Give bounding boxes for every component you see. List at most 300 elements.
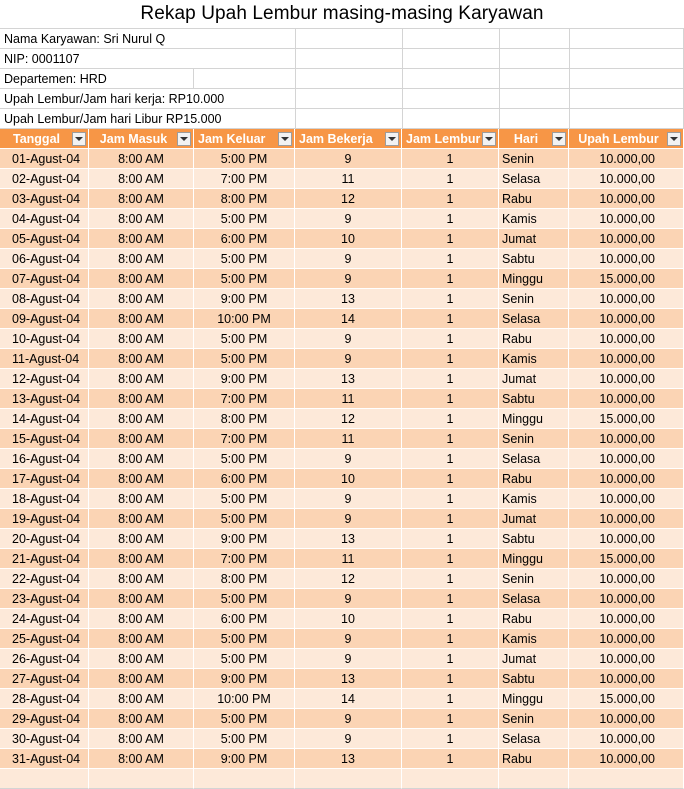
jam-masuk-cell[interactable]: 8:00 AM bbox=[89, 629, 194, 649]
upah-lembur-cell[interactable]: 10.000,00 bbox=[569, 609, 684, 629]
jam-lembur-cell[interactable]: 1 bbox=[402, 189, 499, 209]
empty-cell[interactable] bbox=[570, 69, 684, 89]
jam-keluar-cell[interactable]: 9:00 PM bbox=[194, 669, 295, 689]
hari-cell[interactable]: Sabtu bbox=[499, 669, 569, 689]
empty-cell[interactable] bbox=[296, 69, 403, 89]
upah-lembur-cell[interactable]: 10.000,00 bbox=[569, 229, 684, 249]
empty-cell[interactable] bbox=[296, 109, 403, 129]
tanggal-cell[interactable]: 20-Agust-04 bbox=[0, 529, 89, 549]
jam-lembur-cell[interactable]: 1 bbox=[402, 569, 499, 589]
table-row bbox=[0, 349, 684, 369]
jam-keluar-cell[interactable]: 7:00 PM bbox=[194, 549, 295, 569]
jam-lembur-cell[interactable]: 1 bbox=[402, 209, 499, 229]
upah-lembur-cell[interactable]: 10.000,00 bbox=[569, 749, 684, 769]
tanggal-cell[interactable]: 11-Agust-04 bbox=[0, 349, 89, 369]
jam-bekerja-cell[interactable]: 11 bbox=[295, 549, 402, 569]
tanggal-cell[interactable]: 19-Agust-04 bbox=[0, 509, 89, 529]
empty-cell[interactable] bbox=[403, 49, 500, 69]
jam-bekerja-cell[interactable]: 14 bbox=[295, 309, 402, 329]
jam-lembur-cell[interactable]: 1 bbox=[402, 329, 499, 349]
header-label: Jam Lembur bbox=[406, 132, 481, 146]
jam-masuk-cell[interactable]: 8:00 AM bbox=[89, 329, 194, 349]
jam-keluar-cell[interactable]: 10:00 PM bbox=[194, 309, 295, 329]
jam-bekerja-cell[interactable]: 9 bbox=[295, 269, 402, 289]
empty-cell[interactable] bbox=[296, 49, 403, 69]
jam-masuk-cell[interactable]: 8:00 AM bbox=[89, 309, 194, 329]
hari-cell[interactable]: Senin bbox=[499, 149, 569, 169]
jam-masuk-cell[interactable]: 8:00 AM bbox=[89, 529, 194, 549]
tanggal-cell[interactable]: 22-Agust-04 bbox=[0, 569, 89, 589]
jam-bekerja-cell[interactable]: 13 bbox=[295, 369, 402, 389]
table-row bbox=[0, 569, 684, 589]
table-row bbox=[0, 429, 684, 449]
tanggal-cell[interactable]: 26-Agust-04 bbox=[0, 649, 89, 669]
hari-cell[interactable]: Kamis bbox=[499, 489, 569, 509]
jam-masuk-cell[interactable]: 8:00 AM bbox=[89, 229, 194, 249]
jam-keluar-cell[interactable]: 8:00 PM bbox=[194, 569, 295, 589]
table-row bbox=[0, 749, 684, 769]
jam-masuk-cell[interactable]: 8:00 AM bbox=[89, 389, 194, 409]
jam-masuk-cell[interactable]: 8:00 AM bbox=[89, 709, 194, 729]
jam-masuk-cell[interactable]: 8:00 AM bbox=[89, 669, 194, 689]
tanggal-cell[interactable]: 02-Agust-04 bbox=[0, 169, 89, 189]
upah-lembur-cell[interactable]: 10.000,00 bbox=[569, 629, 684, 649]
hari-cell[interactable]: Jumat bbox=[499, 369, 569, 389]
tanggal-cell[interactable]: 14-Agust-04 bbox=[0, 409, 89, 429]
hari-cell[interactable]: Selasa bbox=[499, 309, 569, 329]
tanggal-cell[interactable]: 25-Agust-04 bbox=[0, 629, 89, 649]
jam-bekerja-cell[interactable]: 9 bbox=[295, 349, 402, 369]
tanggal-cell[interactable]: 07-Agust-04 bbox=[0, 269, 89, 289]
tanggal-cell[interactable]: 05-Agust-04 bbox=[0, 229, 89, 249]
jam-keluar-cell[interactable]: 5:00 PM bbox=[194, 329, 295, 349]
hari-cell[interactable]: Rabu bbox=[499, 749, 569, 769]
jam-lembur-cell[interactable]: 1 bbox=[402, 269, 499, 289]
empty-cell[interactable] bbox=[570, 109, 684, 129]
hari-cell[interactable]: Rabu bbox=[499, 609, 569, 629]
jam-bekerja-cell[interactable]: 11 bbox=[295, 389, 402, 409]
header-tanggal[interactable] bbox=[0, 129, 89, 149]
jam-bekerja-cell[interactable]: 9 bbox=[295, 489, 402, 509]
jam-masuk-cell[interactable]: 8:00 AM bbox=[89, 449, 194, 469]
jam-keluar-cell[interactable]: 5:00 PM bbox=[194, 249, 295, 269]
jam-lembur-cell[interactable]: 1 bbox=[402, 389, 499, 409]
upah-lembur-cell[interactable]: 10.000,00 bbox=[569, 489, 684, 509]
jam-keluar-cell[interactable]: 5:00 PM bbox=[194, 729, 295, 749]
jam-bekerja-cell[interactable]: 9 bbox=[295, 249, 402, 269]
header-label: Hari bbox=[513, 132, 539, 146]
tanggal-cell[interactable]: 15-Agust-04 bbox=[0, 429, 89, 449]
jam-masuk-cell[interactable]: 8:00 AM bbox=[89, 489, 194, 509]
hari-cell[interactable]: Selasa bbox=[499, 169, 569, 189]
jam-bekerja-cell[interactable]: 13 bbox=[295, 289, 402, 309]
hari-cell[interactable]: Kamis bbox=[499, 209, 569, 229]
empty-cell[interactable] bbox=[296, 29, 403, 49]
table-row bbox=[0, 449, 684, 469]
table-row bbox=[0, 269, 684, 289]
jam-bekerja-cell[interactable]: 9 bbox=[295, 629, 402, 649]
jam-keluar-cell[interactable]: 7:00 PM bbox=[194, 429, 295, 449]
tanggal-cell[interactable]: 18-Agust-04 bbox=[0, 489, 89, 509]
hari-cell[interactable]: Senin bbox=[499, 429, 569, 449]
empty-cell[interactable] bbox=[403, 89, 500, 109]
header-label: Tanggal bbox=[13, 132, 60, 146]
empty-cell[interactable] bbox=[89, 769, 194, 789]
dropdown-arrow-icon[interactable] bbox=[278, 132, 292, 146]
table-row bbox=[0, 689, 684, 709]
title-row[interactable] bbox=[0, 0, 684, 29]
empty-cell[interactable] bbox=[296, 89, 403, 109]
jam-lembur-cell[interactable]: 1 bbox=[402, 729, 499, 749]
empty-cell[interactable] bbox=[570, 29, 684, 49]
tanggal-cell[interactable]: 21-Agust-04 bbox=[0, 549, 89, 569]
jam-keluar-cell[interactable]: 9:00 PM bbox=[194, 749, 295, 769]
dropdown-arrow-icon[interactable] bbox=[482, 132, 496, 146]
jam-keluar-cell[interactable]: 6:00 PM bbox=[194, 469, 295, 489]
empty-cell[interactable] bbox=[500, 109, 570, 129]
hari-cell[interactable]: Senin bbox=[499, 569, 569, 589]
dropdown-arrow-icon[interactable] bbox=[667, 132, 681, 146]
hari-cell[interactable]: Rabu bbox=[499, 329, 569, 349]
jam-masuk-cell[interactable]: 8:00 AM bbox=[89, 649, 194, 669]
tanggal-cell[interactable]: 01-Agust-04 bbox=[0, 149, 89, 169]
jam-masuk-cell[interactable]: 8:00 AM bbox=[89, 369, 194, 389]
jam-keluar-cell[interactable]: 5:00 PM bbox=[194, 209, 295, 229]
tanggal-cell[interactable]: 16-Agust-04 bbox=[0, 449, 89, 469]
jam-bekerja-cell[interactable]: 13 bbox=[295, 669, 402, 689]
hari-cell[interactable]: Rabu bbox=[499, 189, 569, 209]
header-upah-lembur[interactable] bbox=[569, 129, 684, 149]
table-row bbox=[0, 229, 684, 249]
hari-cell[interactable]: Minggu bbox=[499, 269, 569, 289]
header-jam-bekerja[interactable] bbox=[295, 129, 402, 149]
table-header-row bbox=[0, 129, 684, 149]
empty-cell[interactable] bbox=[569, 769, 684, 789]
table-row bbox=[0, 529, 684, 549]
jam-bekerja-cell[interactable]: 10 bbox=[295, 609, 402, 629]
jam-keluar-cell[interactable]: 9:00 PM bbox=[194, 529, 295, 549]
upah-lembur-cell[interactable]: 10.000,00 bbox=[569, 249, 684, 269]
upah-lembur-cell[interactable]: 10.000,00 bbox=[569, 729, 684, 749]
tanggal-cell[interactable]: 17-Agust-04 bbox=[0, 469, 89, 489]
tanggal-cell[interactable]: 04-Agust-04 bbox=[0, 209, 89, 229]
jam-bekerja-cell[interactable]: 12 bbox=[295, 409, 402, 429]
jam-keluar-cell[interactable]: 6:00 PM bbox=[194, 609, 295, 629]
jam-lembur-cell[interactable]: 1 bbox=[402, 609, 499, 629]
jam-bekerja-cell[interactable]: 10 bbox=[295, 469, 402, 489]
hari-cell[interactable]: Selasa bbox=[499, 589, 569, 609]
jam-lembur-cell[interactable]: 1 bbox=[402, 489, 499, 509]
jam-lembur-cell[interactable]: 1 bbox=[402, 469, 499, 489]
jam-masuk-cell[interactable]: 8:00 AM bbox=[89, 269, 194, 289]
jam-bekerja-cell[interactable]: 9 bbox=[295, 649, 402, 669]
upah-lembur-cell[interactable]: 10.000,00 bbox=[569, 369, 684, 389]
jam-bekerja-cell[interactable]: 12 bbox=[295, 569, 402, 589]
jam-masuk-cell[interactable]: 8:00 AM bbox=[89, 189, 194, 209]
jam-keluar-cell[interactable]: 5:00 PM bbox=[194, 269, 295, 289]
empty-cell[interactable] bbox=[500, 89, 570, 109]
jam-bekerja-cell[interactable]: 14 bbox=[295, 689, 402, 709]
table-row bbox=[0, 609, 684, 629]
jam-masuk-cell[interactable]: 8:00 AM bbox=[89, 429, 194, 449]
jam-keluar-cell[interactable]: 5:00 PM bbox=[194, 349, 295, 369]
empty-cell[interactable] bbox=[403, 69, 500, 89]
hari-cell[interactable]: Selasa bbox=[499, 729, 569, 749]
employee-nip-cell[interactable]: NIP: 0001107 bbox=[0, 49, 296, 69]
jam-bekerja-cell[interactable]: 9 bbox=[295, 589, 402, 609]
empty-cell[interactable] bbox=[500, 69, 570, 89]
jam-lembur-cell[interactable]: 1 bbox=[402, 429, 499, 449]
hari-cell[interactable]: Senin bbox=[499, 289, 569, 309]
upah-lembur-cell[interactable]: 10.000,00 bbox=[569, 169, 684, 189]
jam-lembur-cell[interactable]: 1 bbox=[402, 689, 499, 709]
table-row bbox=[0, 289, 684, 309]
employee-department-cell[interactable]: Departemen: HRD bbox=[0, 69, 194, 89]
jam-masuk-cell[interactable]: 8:00 AM bbox=[89, 689, 194, 709]
tanggal-cell[interactable]: 23-Agust-04 bbox=[0, 589, 89, 609]
empty-cell[interactable] bbox=[295, 769, 402, 789]
upah-lembur-cell[interactable]: 10.000,00 bbox=[569, 309, 684, 329]
info-row-nip bbox=[0, 49, 684, 69]
header-label: Jam Bekerja bbox=[299, 132, 373, 146]
jam-masuk-cell[interactable]: 8:00 AM bbox=[89, 749, 194, 769]
table-row bbox=[0, 589, 684, 609]
empty-cell[interactable] bbox=[403, 109, 500, 129]
hari-cell[interactable]: Rabu bbox=[499, 469, 569, 489]
jam-lembur-cell[interactable]: 1 bbox=[402, 229, 499, 249]
dropdown-arrow-icon[interactable] bbox=[72, 132, 86, 146]
tanggal-cell[interactable]: 03-Agust-04 bbox=[0, 189, 89, 209]
jam-masuk-cell[interactable]: 8:00 AM bbox=[89, 169, 194, 189]
upah-lembur-cell[interactable]: 10.000,00 bbox=[569, 349, 684, 369]
tanggal-cell[interactable]: 09-Agust-04 bbox=[0, 309, 89, 329]
jam-lembur-cell[interactable]: 1 bbox=[402, 149, 499, 169]
upah-lembur-cell[interactable]: 10.000,00 bbox=[569, 469, 684, 489]
table-row bbox=[0, 409, 684, 429]
jam-masuk-cell[interactable]: 8:00 AM bbox=[89, 409, 194, 429]
jam-lembur-cell[interactable]: 1 bbox=[402, 589, 499, 609]
upah-lembur-cell[interactable]: 10.000,00 bbox=[569, 289, 684, 309]
upah-lembur-cell[interactable]: 15.000,00 bbox=[569, 269, 684, 289]
jam-keluar-cell[interactable]: 8:00 PM bbox=[194, 189, 295, 209]
jam-keluar-cell[interactable]: 9:00 PM bbox=[194, 289, 295, 309]
jam-masuk-cell[interactable]: 8:00 AM bbox=[89, 589, 194, 609]
table-row bbox=[0, 669, 684, 689]
table-row bbox=[0, 149, 684, 169]
upah-lembur-cell[interactable]: 10.000,00 bbox=[569, 389, 684, 409]
jam-keluar-cell[interactable]: 5:00 PM bbox=[194, 489, 295, 509]
jam-bekerja-cell[interactable]: 9 bbox=[295, 729, 402, 749]
sheet-title: Rekap Upah Lembur masing-masing Karyawan bbox=[140, 3, 544, 24]
jam-lembur-cell[interactable]: 1 bbox=[402, 369, 499, 389]
jam-bekerja-cell[interactable]: 11 bbox=[295, 169, 402, 189]
jam-bekerja-cell[interactable]: 9 bbox=[295, 149, 402, 169]
empty-cell[interactable] bbox=[194, 769, 295, 789]
table-row bbox=[0, 729, 684, 749]
empty-cell[interactable] bbox=[500, 29, 570, 49]
table-row bbox=[0, 209, 684, 229]
jam-bekerja-cell[interactable]: 9 bbox=[295, 329, 402, 349]
jam-lembur-cell[interactable]: 1 bbox=[402, 349, 499, 369]
upah-lembur-cell[interactable]: 10.000,00 bbox=[569, 529, 684, 549]
header-label: Jam Masuk bbox=[99, 132, 168, 146]
upah-lembur-cell[interactable]: 10.000,00 bbox=[569, 569, 684, 589]
upah-lembur-cell[interactable]: 10.000,00 bbox=[569, 589, 684, 609]
table-row bbox=[0, 169, 684, 189]
jam-keluar-cell[interactable]: 8:00 PM bbox=[194, 409, 295, 429]
upah-lembur-cell[interactable]: 15.000,00 bbox=[569, 549, 684, 569]
jam-keluar-cell[interactable]: 6:00 PM bbox=[194, 229, 295, 249]
upah-lembur-cell[interactable]: 10.000,00 bbox=[569, 149, 684, 169]
jam-lembur-cell[interactable]: 1 bbox=[402, 409, 499, 429]
upah-lembur-cell[interactable]: 15.000,00 bbox=[569, 689, 684, 709]
upah-lembur-cell[interactable]: 10.000,00 bbox=[569, 429, 684, 449]
tanggal-cell[interactable]: 10-Agust-04 bbox=[0, 329, 89, 349]
tanggal-cell[interactable]: 30-Agust-04 bbox=[0, 729, 89, 749]
jam-lembur-cell[interactable]: 1 bbox=[402, 509, 499, 529]
table-row bbox=[0, 309, 684, 329]
header-jam-masuk[interactable] bbox=[89, 129, 194, 149]
jam-masuk-cell[interactable]: 8:00 AM bbox=[89, 509, 194, 529]
hari-cell[interactable]: Kamis bbox=[499, 629, 569, 649]
empty-cell[interactable] bbox=[570, 49, 684, 69]
jam-keluar-cell[interactable]: 5:00 PM bbox=[194, 589, 295, 609]
upah-lembur-cell[interactable]: 15.000,00 bbox=[569, 409, 684, 429]
jam-masuk-cell[interactable]: 8:00 AM bbox=[89, 149, 194, 169]
dropdown-arrow-icon[interactable] bbox=[385, 132, 399, 146]
table-row bbox=[0, 629, 684, 649]
empty-cell[interactable] bbox=[403, 29, 500, 49]
upah-lembur-cell[interactable]: 10.000,00 bbox=[569, 189, 684, 209]
jam-keluar-cell[interactable]: 5:00 PM bbox=[194, 449, 295, 469]
jam-bekerja-cell[interactable]: 9 bbox=[295, 709, 402, 729]
jam-lembur-cell[interactable]: 1 bbox=[402, 449, 499, 469]
jam-keluar-cell[interactable]: 7:00 PM bbox=[194, 169, 295, 189]
jam-bekerja-cell[interactable]: 12 bbox=[295, 189, 402, 209]
jam-keluar-cell[interactable]: 5:00 PM bbox=[194, 709, 295, 729]
table-row bbox=[0, 649, 684, 669]
table-row bbox=[0, 249, 684, 269]
jam-lembur-cell[interactable]: 1 bbox=[402, 669, 499, 689]
upah-lembur-cell[interactable]: 10.000,00 bbox=[569, 649, 684, 669]
empty-cell[interactable] bbox=[0, 769, 89, 789]
jam-masuk-cell[interactable]: 8:00 AM bbox=[89, 469, 194, 489]
jam-keluar-cell[interactable]: 9:00 PM bbox=[194, 369, 295, 389]
empty-cell[interactable] bbox=[194, 69, 296, 89]
jam-masuk-cell[interactable]: 8:00 AM bbox=[89, 569, 194, 589]
tanggal-cell[interactable]: 28-Agust-04 bbox=[0, 689, 89, 709]
tanggal-cell[interactable]: 08-Agust-04 bbox=[0, 289, 89, 309]
jam-lembur-cell[interactable]: 1 bbox=[402, 629, 499, 649]
empty-cell[interactable] bbox=[500, 49, 570, 69]
tanggal-cell[interactable]: 31-Agust-04 bbox=[0, 749, 89, 769]
jam-bekerja-cell[interactable]: 9 bbox=[295, 449, 402, 469]
jam-masuk-cell[interactable]: 8:00 AM bbox=[89, 729, 194, 749]
hari-cell[interactable]: Sabtu bbox=[499, 529, 569, 549]
empty-cell[interactable] bbox=[402, 769, 499, 789]
jam-keluar-cell[interactable]: 7:00 PM bbox=[194, 389, 295, 409]
header-hari[interactable] bbox=[499, 129, 569, 149]
tanggal-cell[interactable]: 06-Agust-04 bbox=[0, 249, 89, 269]
jam-lembur-cell[interactable]: 1 bbox=[402, 249, 499, 269]
hari-cell[interactable]: Jumat bbox=[499, 509, 569, 529]
tanggal-cell[interactable]: 13-Agust-04 bbox=[0, 389, 89, 409]
jam-lembur-cell[interactable]: 1 bbox=[402, 549, 499, 569]
hari-cell[interactable]: Senin bbox=[499, 709, 569, 729]
empty-cell[interactable] bbox=[570, 89, 684, 109]
dropdown-arrow-icon[interactable] bbox=[552, 132, 566, 146]
empty-cell[interactable] bbox=[499, 769, 569, 789]
table-row bbox=[0, 549, 684, 569]
upah-lembur-cell[interactable]: 10.000,00 bbox=[569, 329, 684, 349]
jam-masuk-cell[interactable]: 8:00 AM bbox=[89, 549, 194, 569]
jam-lembur-cell[interactable]: 1 bbox=[402, 649, 499, 669]
jam-masuk-cell[interactable]: 8:00 AM bbox=[89, 209, 194, 229]
jam-masuk-cell[interactable]: 8:00 AM bbox=[89, 249, 194, 269]
jam-keluar-cell[interactable]: 5:00 PM bbox=[194, 149, 295, 169]
jam-lembur-cell[interactable]: 1 bbox=[402, 749, 499, 769]
jam-bekerja-cell[interactable]: 11 bbox=[295, 429, 402, 449]
header-jam-lembur[interactable] bbox=[402, 129, 499, 149]
upah-lembur-cell[interactable]: 10.000,00 bbox=[569, 709, 684, 729]
jam-bekerja-cell[interactable]: 13 bbox=[295, 749, 402, 769]
hari-cell[interactable]: Minggu bbox=[499, 549, 569, 569]
jam-lembur-cell[interactable]: 1 bbox=[402, 709, 499, 729]
jam-lembur-cell[interactable]: 1 bbox=[402, 169, 499, 189]
jam-bekerja-cell[interactable]: 9 bbox=[295, 509, 402, 529]
jam-bekerja-cell[interactable]: 13 bbox=[295, 529, 402, 549]
jam-keluar-cell[interactable]: 5:00 PM bbox=[194, 629, 295, 649]
jam-keluar-cell[interactable]: 5:00 PM bbox=[194, 649, 295, 669]
info-row-upah-kerja bbox=[0, 89, 684, 109]
hari-cell[interactable]: Sabtu bbox=[499, 249, 569, 269]
upah-lembur-cell[interactable]: 10.000,00 bbox=[569, 669, 684, 689]
header-label: Upah Lembur bbox=[578, 132, 659, 146]
table-row bbox=[0, 389, 684, 409]
hari-cell[interactable]: Sabtu bbox=[499, 389, 569, 409]
hari-cell[interactable]: Minggu bbox=[499, 409, 569, 429]
hari-cell[interactable]: Minggu bbox=[499, 689, 569, 709]
empty-row bbox=[0, 769, 684, 789]
hari-cell[interactable]: Jumat bbox=[499, 229, 569, 249]
hari-cell[interactable]: Kamis bbox=[499, 349, 569, 369]
workday-rate-cell[interactable]: Upah Lembur/Jam hari kerja: RP10.000 bbox=[0, 89, 296, 109]
jam-masuk-cell[interactable]: 8:00 AM bbox=[89, 609, 194, 629]
upah-lembur-cell[interactable]: 10.000,00 bbox=[569, 449, 684, 469]
upah-lembur-cell[interactable]: 10.000,00 bbox=[569, 509, 684, 529]
tanggal-cell[interactable]: 12-Agust-04 bbox=[0, 369, 89, 389]
hari-cell[interactable]: Jumat bbox=[499, 649, 569, 669]
upah-lembur-cell[interactable]: 10.000,00 bbox=[569, 209, 684, 229]
jam-keluar-cell[interactable]: 10:00 PM bbox=[194, 689, 295, 709]
jam-bekerja-cell[interactable]: 9 bbox=[295, 209, 402, 229]
tanggal-cell[interactable]: 24-Agust-04 bbox=[0, 609, 89, 629]
jam-lembur-cell[interactable]: 1 bbox=[402, 309, 499, 329]
header-jam-keluar[interactable] bbox=[194, 129, 295, 149]
holiday-rate-cell[interactable]: Upah Lembur/Jam hari Libur RP15.000 bbox=[0, 109, 296, 129]
jam-masuk-cell[interactable]: 8:00 AM bbox=[89, 289, 194, 309]
jam-lembur-cell[interactable]: 1 bbox=[402, 289, 499, 309]
hari-cell[interactable]: Selasa bbox=[499, 449, 569, 469]
jam-keluar-cell[interactable]: 5:00 PM bbox=[194, 509, 295, 529]
dropdown-arrow-icon[interactable] bbox=[177, 132, 191, 146]
jam-lembur-cell[interactable]: 1 bbox=[402, 529, 499, 549]
tanggal-cell[interactable]: 29-Agust-04 bbox=[0, 709, 89, 729]
employee-name-cell[interactable]: Nama Karyawan: Sri Nurul Q bbox=[0, 29, 296, 49]
jam-bekerja-cell[interactable]: 10 bbox=[295, 229, 402, 249]
jam-masuk-cell[interactable]: 8:00 AM bbox=[89, 349, 194, 369]
tanggal-cell[interactable]: 27-Agust-04 bbox=[0, 669, 89, 689]
